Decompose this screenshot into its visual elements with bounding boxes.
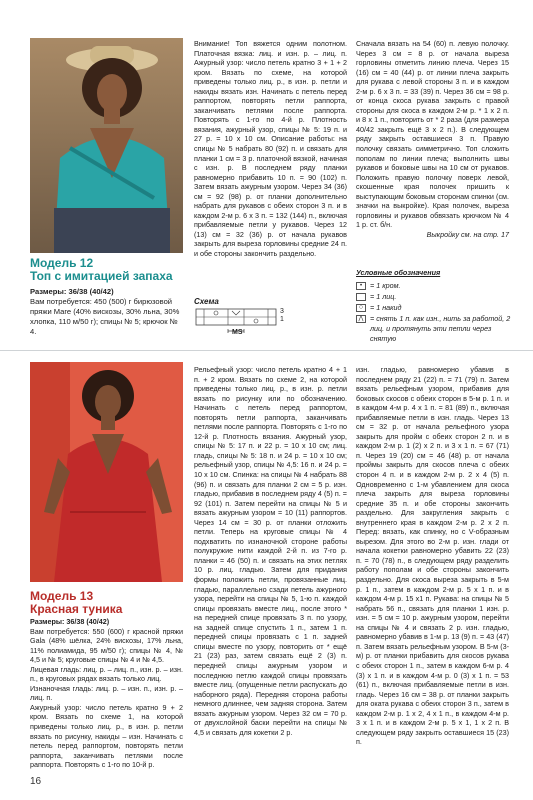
model13-openwork: Ажурный узор: число петель кратно 9 + 2 кром. Вязать по схеме 1, на которой приведены только лиц. р., в изн. р. петли вязать по рисунку, накиды – изн. Начинать с петель перед раппортом, повторять петли раппорта, заканчивать петлями после раппорта. Повторять с 1-го по 10-й р. xyxy=(30,702,183,770)
model12-column-2 xyxy=(356,39,509,239)
model13-column-1: Рельефный узор: число петель кратно 4 + 1 п. + 2 кром. Вязать по схеме 2, на которой приведены только лиц. р., в изн. р. петли вязать по рисунку или по обозначению. Начинать с петель перед раппортом, повторять петли раппорта, заканчивать петлями после раппорта. Повторять с 1-го по 12-й р. Плотность вязания. Ажурный узор, спицы № 5: 17 п. и 22 р. = 10 х 10 см; лиц. гладь, спицы № 5: 18 п. и 24 р. = 10 х 10 см; рельефный узор, спицы № 4,5: 16 п. и 24 р. = 10 х 10 см. Спинка: на спицы № 4 набрать 88 (96) п. и связать для планки 2 см = 5 р. изн. гладью, прибавив в последнем ряду 4 (5) п. = 92 (101) п. Затем перейти на спицы № 5 и вязать ажурным узором = 10 (11) раппортов. Через 14 см = 30 р. от планки отложить петли. Теперь на круговые спицы № 4 подхватить по изнаночной стороне работы полукружие нити каждой 2-й п. из 7-го р. планки = 46 (50) п. и связать на этих петлях 10 р. лиц. гладью. Затем для придания формы положить петли, провязанные лиц. гладью, параллельно сзади петель ажурного узора, перейти на спицы № 5, 1-ю п. каждой спицы провязать вместе лиц., после этого * на передней спице провязать 3 п. по узору, на задней спице спустить 1 п., затем 1 п. передней спицы провязать с 1 п. задней спицы вместе по узору, повторить от * ещё 21 (23) раз, затем связать ещё 2 (3) п. передней спицы ажурным узором и последнюю петлю каждой спицы провязать вместе лиц. (опущенные петли распускать до наборного ряда). Передняя сторона работы немного длиннее, чем задняя сторона. Затем вязать ажурным узором. Через 32 см = 70 р. от двухслойной баски перейти на спицы № 4,5 и связать для кокетки 2 р. xyxy=(194,365,347,737)
model12-schema xyxy=(194,305,294,343)
legend-item-selvage: • = 1 кром. xyxy=(356,281,516,291)
legend-item-decrease: ⋀ = снять 1 п. как изн., нить за работой, 2 лиц. и протянуть эти петли через снятую xyxy=(356,314,516,344)
model12-title xyxy=(30,257,173,283)
model13-stockinette: Лицевая гладь: лиц. р. – лиц. п., изн. р. – изн. п., в круговых рядах вязать только лиц. xyxy=(30,664,183,684)
model12-schema-title: Схема xyxy=(194,297,219,306)
decrease-symbol-icon: ⋀ xyxy=(356,315,366,323)
model13-sizes: Размеры: 36/38 (40/42) xyxy=(30,617,110,626)
model12-materials xyxy=(30,287,183,337)
model13-title xyxy=(30,590,122,616)
model12-photo-illustration xyxy=(30,38,183,253)
legend-item-yarnover: ○ = 1 накид xyxy=(356,303,516,313)
model13-title-name: Красная туника xyxy=(30,602,123,616)
model13-reverse-stockinette: Изнаночная гладь: лиц. р. – изн. п., изн. р. – лиц. п. xyxy=(30,683,183,703)
model12-pattern-ref: Выкройку см. на стр. 17 xyxy=(426,229,509,239)
model12-schema-ms: MS xyxy=(232,329,243,336)
yarnover-symbol-icon: ○ xyxy=(356,304,366,312)
model13-photo xyxy=(30,362,183,582)
model12-column-1: Внимание! Топ вяжется одним полотном. Платочная вязка: лиц. и изн. р. – лиц. п. Ажурный узор: число петель кратно 3 + 1 + 2 кром. Вязать по схеме, на которой приведены только лиц. р., в изн. р. петли и накиды вязать изн. Начинать с петель перед раппортом, повторять петли раппорта, заканчивать петлями после раппорта. Повторять с 1-го по 4-й р. Плотность вязания, ажурный узор, спицы № 5: 19 п. и 27 р. = 10 х 10 см. Описание работы: на спицы № 5 набрать 80 (92) п. и связать для планки 1 см = 3 р. платочной вязкой, начиная с изн. р. В последнем ряду планки равномерно прибавить 10 п. = 90 (102) п. Затем вязать ажурным узором. Через 34 (36) см = 92 (98) р. от планки дополнительно набрать для рукавов с обеих сторон 3 п. и в каждом 2-м р. 6 x 3 п. = 132 (144) п., включая прибавляемые петли у рукавов. Через 12 (13) см = 32 (36) р. от начала рукавов закрыть для выреза горловины средние 24 п. и обе стороны закончить раздельно. xyxy=(194,39,347,259)
model12-photo xyxy=(30,38,183,253)
page-number: 16 xyxy=(30,776,42,787)
model12-need: Вам потребуется: 450 (500) г бирюзовой пряжи Mare (40% вискозы, 30% льна, 30% хлопка, 110 м/50 г); спицы № 5; крючок № 4. xyxy=(30,297,180,336)
selvage-symbol-icon: • xyxy=(356,282,366,290)
model13-column-2: изн. гладью, равномерно убавив в последнем ряду 21 (22) п. = 71 (79) п. Затем вязать рельефным узором, прибавив для боковых скосов с обеих сторон в 5-м р. 1 п. и в каждом 4-м р. 4 x 1 п. = 81 (89) п., включая прибавляемые петли в изн. гладь. Через 13 см = 32 р. от начала рельефного узора закрыть для пройм с обеих сторон 2 п. и в каждом 2-м р. 1 (2) х 2 п. и 3 х 1 п. = 67 (71) п. Через 19 (20) см = 46 (48) р. от начала проймы закрыть для скосов плеча с обеих сторон 4 п. и в каждом 2-м р. 2 x 4 (5) п. Одновременно с 1-м убавлением для скоса плеча закрыть для выреза горловины средние 35 п. и обе стороны закончить раздельно. Для закругления закрыть с внутреннего края в каждом 2-м р. 2 x 2 п. Перед: вязать, как спинку, но с V-образным вырезом. Для этого во 2-м р. изн. глади от начала кокетки равномерно убавить 22 (23) п. = 70 (78) п., в следующем ряду разделить работу пополам и обе стороны закончить раздельно. Для скоса выреза закрыть в 5-м р. 1 п., затем в каждом 2-м р. 5 x 1 п. и в каждом 4-м р. 15 x1 п. Рукава: на спицы № 5 набрать 56 п., связать для планки 1 изн. р. изн. = 5 см = 10 р. ажурным узором, перейти на спицы № 4 и связать 2 р. изн. гладью, равномерно убавив в 1-м р. 13 (9) п. = 43 (47) п. Затем вязать рельефным узором. В 5-м (3-м) р. от планки прибавить для скосов рукава с обеих сторон 1 п., затем в каждом 6-м р. 4 (3) x 1 п. и в каждом 4-м р. 0 (3) х 1 п. = 53 (61) п., включая прибавляемые петли в изн. гладь. Через 16 см = 38 р. от планки закрыть для оката рукава с обеих сторон 3 п., затем в каждом 2-м р. 1 х 2, 4 x 1 п., в каждом 4-м р. 3 x 1 п. и в каждом 2-м р. 5 x 1, 1 х 2 п. В следующем ряду закрыть оставшиеся 15 (23) п. xyxy=(356,365,509,747)
model12-schema-row3: 3 xyxy=(280,308,284,315)
model12-title-name: Топ с имитацией запаха xyxy=(30,269,173,283)
model13-title-number: Модель 13 xyxy=(30,589,94,603)
legend-title: Условные обозначения xyxy=(356,268,441,277)
model13-photo-illustration xyxy=(30,362,183,582)
legend-item-knit: = 1 лиц. xyxy=(356,292,516,302)
model12-legend xyxy=(356,268,516,345)
model12-schema-grid xyxy=(194,305,294,343)
model13-section xyxy=(0,350,533,770)
model12-col2-text: Сначала вязать на 54 (60) п. левую полочку. Через 3 см = 8 р. от начала выреза горловины отметить линию плеча. Через 15 (16) см = 40 (44) р. от линии плеча закрыть для рукава с левой стороны 3 п. и в каждом 2-м р. 6 x 3 п. = 33 (39) п. Через 36 см = 98 р. от конца скоса рукава закрыть с правой стороны для скоса в каждом 2-м р. * 1 х 2 п. и 8 х 1 п., повторить от * 2 раза (для размера 40/42 закрыть ещё 3 х 2 п.). В следующем ряду закрыть оставшиеся 3 п. Правую полочку связать симметрично. Топ сложить пополам по линии плеча; выполнить швы рукавов и боковые швы на 10 см от рукавов. Положить правую полочку поверх левой, скошенные края полочек пришить к выступающим боковым сторонам спинки (см. значки на выкройке). Края полочек, выреза горловины и рукавов обвязать крючком № 4 1 р. ст. б/н. xyxy=(356,39,509,230)
model12-title-number: Модель 12 xyxy=(30,256,94,270)
model13-materials xyxy=(30,617,183,770)
model12-schema-row1: 1 xyxy=(280,316,284,323)
knit-symbol-icon xyxy=(356,293,366,301)
model12-sizes: Размеры: 36/38 (40/42) xyxy=(30,287,114,296)
model13-need: Вам потребуется: 550 (600) г красной пряжи Gala (48% шёлка, 24% вискозы, 17% льна, 11% полиамида, 95 м/50 г); спицы № 4, № 4,5 и № 5; круговые спицы № 4 и № 4,5. xyxy=(30,626,183,665)
